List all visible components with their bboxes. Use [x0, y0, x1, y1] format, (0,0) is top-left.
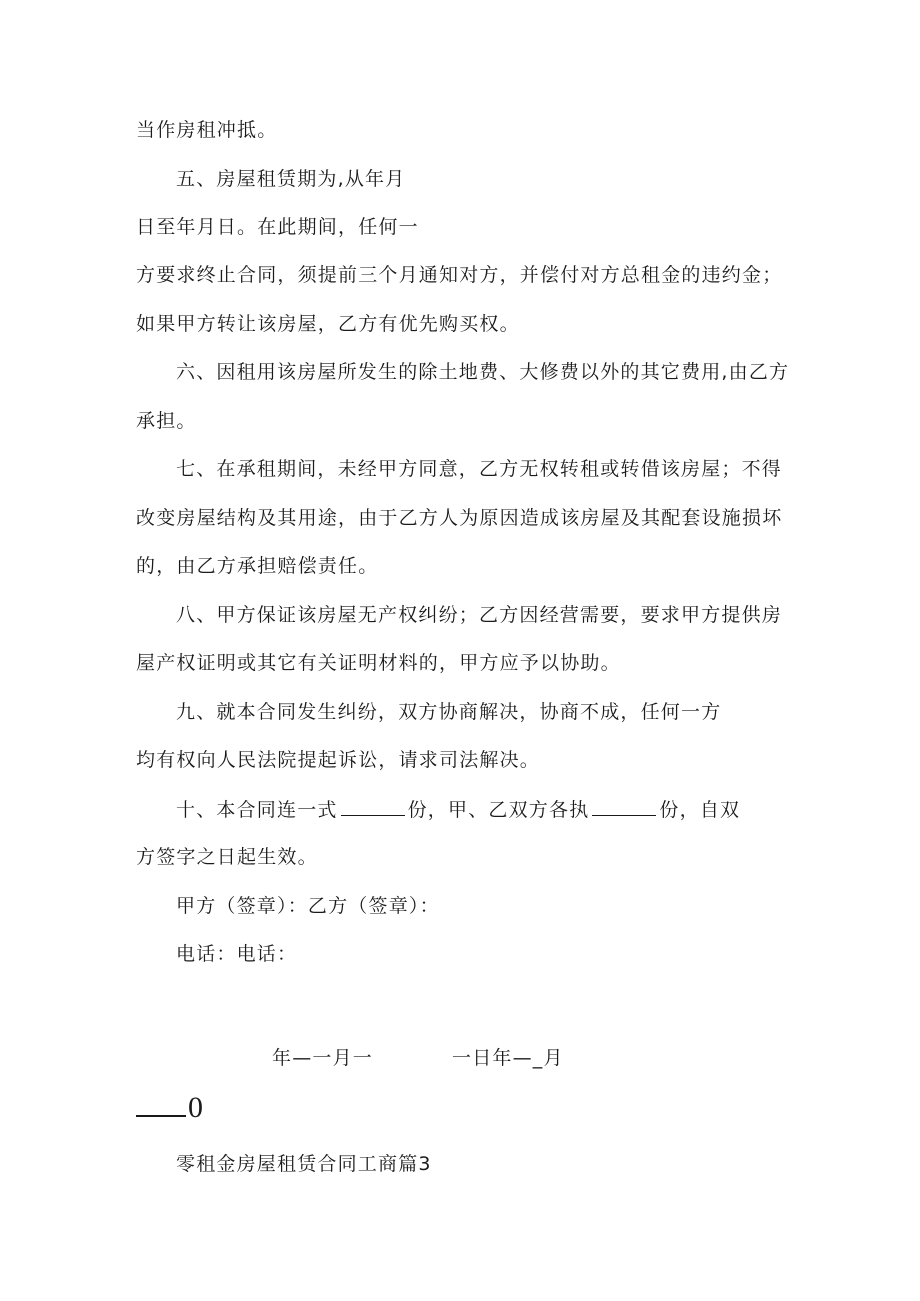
clause-7-line-3: 的，由乙方承担赔偿责任。 — [136, 555, 379, 577]
clause-8-line-1: 八、甲方保证该房屋无产权纠纷；乙方因经营需要，要求甲方提供房 — [176, 604, 783, 626]
clause-10-line-2: 方签字之日起生效。 — [136, 846, 318, 868]
clause-5-line-1: 五、房屋租赁期为,从年月 — [176, 168, 406, 190]
clause-9-line-2: 均有权向人民法院提起诉讼，请求司法解决。 — [136, 749, 541, 771]
clause-10-text-c: 份，自双 — [659, 799, 741, 821]
date-right: 一日年—_月 — [452, 1047, 564, 1069]
next-section-title: 零租金房屋租赁合同工商篇3 — [176, 1153, 432, 1175]
clause-10-text-a: 十、本合同连一式 — [176, 799, 338, 821]
clause-5-line-4: 如果甲方转让该房屋，乙方有优先购买权。 — [136, 313, 520, 335]
clause-6-line-1: 六、因租用该房屋所发生的除土地费、大修费以外的其它费用,由乙方 — [176, 361, 790, 383]
clause-6-line-2: 承担。 — [136, 410, 197, 432]
zero-text: 0 — [188, 1091, 203, 1124]
clause-10-line-1 — [176, 797, 740, 822]
blank-zero-line — [136, 1092, 203, 1124]
clause-9-line-1: 九、就本合同发生纠纷，双方协商解决，协商不成，任何一方 — [176, 701, 722, 723]
signature-line: 甲方（签章）：乙方（签章）： — [176, 895, 440, 917]
clause-8-line-2: 屋产权证明或其它有关证明材料的，甲方应予以协助。 — [136, 652, 621, 674]
phone-line: 电话：电话： — [176, 943, 298, 965]
clause-5-line-2: 日至年月日。在此期间，任何一 — [136, 216, 419, 238]
copies-total-blank — [341, 797, 405, 816]
date-left: 年—一月一 — [272, 1047, 374, 1069]
clause-10-text-b: 份，甲、乙双方各执 — [407, 799, 590, 821]
paragraph-line: 当作房租冲抵。 — [136, 119, 278, 141]
clause-7-line-1: 七、在承租期间，未经甲方同意，乙方无权转租或转借该房屋；不得 — [176, 458, 783, 480]
clause-7-line-2: 改变房屋结构及其用途，由于乙方人为原因造成该房屋及其配套设施损坏 — [136, 507, 783, 529]
blank-underline — [136, 1093, 186, 1117]
copies-each-blank — [592, 797, 656, 816]
clause-5-line-3: 方要求终止合同，须提前三个月通知对方，并偿付对方总租金的违约金； — [136, 264, 783, 286]
